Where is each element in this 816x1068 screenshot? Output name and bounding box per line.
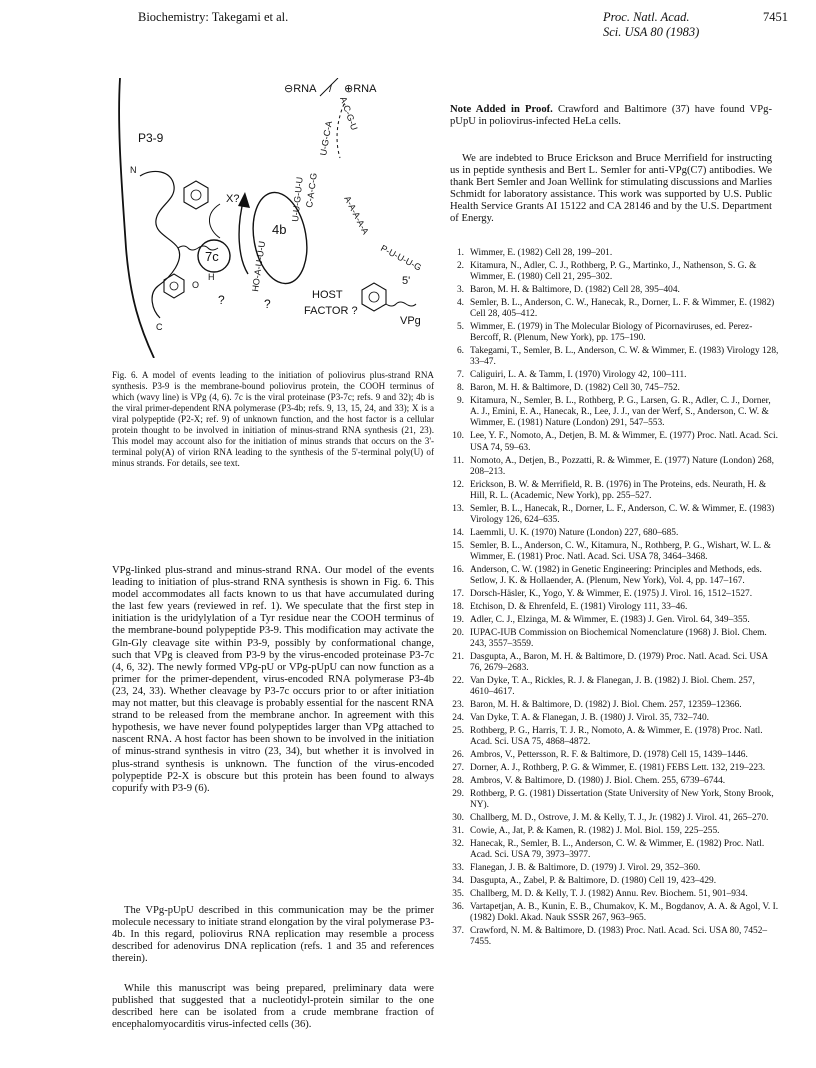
rna-dashed-strand [337,104,344,158]
reference-number: 8. [456,383,464,394]
reference-number: 28. [452,776,464,787]
body-text-3: While this manuscript was being prepared, preliminary data were published that suggested that a nucleotidyl-protein similar to the one described here can be isolated from a crude membrane fraction of encephalomyocarditis virus-infected cells (36). [112,983,434,1031]
reference-number: 25. [452,726,464,737]
reference-text: Challberg, M. D., Ostrove, J. M. & Kelly, T. J., Jr. (1982) J. Virol. 41, 265–270. [470,813,769,824]
reference-text: Adler, C. J., Elzinga, M. & Wimmer, E. (1983) J. Gen. Virol. 64, 349–355. [470,614,750,625]
reference-number: 6. [456,346,464,357]
reference-item [450,889,780,900]
reference-number: 11. [452,455,464,466]
running-header [138,10,788,39]
reference-number: 19. [452,614,464,625]
reference-text: Crawford, N. M. & Baltimore, D. (1983) Proc. Natl. Acad. Sci. USA 80, 7452–7455. [470,926,768,948]
reference-item [450,813,780,824]
reference-number: 24. [452,713,464,724]
reference-number: 18. [452,601,464,612]
reference-number: 35. [452,889,464,900]
body-text-2: The VPg-pUpU described in this communication may be the primer molecule necessary to initiate strand elongation by the viral polymerase P3-4b. In this regard, poliovirus RNA replication may resemble a process described for adenovirus DNA replication (refs. 1 and 35 and references therein). [112,905,434,965]
ring-1-inner [191,190,201,200]
strand-tail-label: P-U-U-U-G [379,242,424,273]
reference-text: Laemmli, U. K. (1970) Nature (London) 227, 680–685. [470,527,679,538]
reference-text: Van Dyke, T. A. & Flanegan, J. B. (1980) J. Virol. 35, 732–740. [470,713,710,724]
journal-citation: Proc. Natl. Acad. Sci. USA 80 (1983) [603,10,700,39]
reference-number: 20. [452,627,464,638]
reference-item [450,602,780,613]
uridylylation-arrow [239,198,248,274]
reference-number: 27. [452,763,464,774]
reference-item [450,346,780,368]
note-text: Crawford and Baltimore (37) have found VPg-pUpU in poliovirus-infected HeLa cells. [450,104,772,128]
reference-text: Baron, M. H. & Baltimore, D. (1982) J. Biol. Chem. 257, 12359–12366. [470,700,742,711]
strand-mid1-label: C-A-C-G [304,172,319,209]
reference-item [450,285,780,296]
reference-text: Flanegan, J. B. & Baltimore, D. (1979) J. Virol. 29, 352–360. [470,863,701,874]
reference-item [450,700,780,711]
strand-top-label: U-G-C-A [318,120,335,157]
factor-label: FACTOR ? [304,305,358,317]
five-prime-label: 5' [402,275,411,287]
ring-2-inner [170,282,178,290]
reference-item [450,504,780,526]
reference-number: 3. [456,285,464,296]
reference-text: Wimmer, E. (1979) in The Molecular Biology of Picornaviruses, ed. Perez-Bercoff, R. (Plenum, New York), pp. 175–190. [470,322,753,344]
acknowledgments [450,153,772,226]
vpg-wavy-right [386,302,416,306]
host-label: HOST [312,289,343,301]
reference-item [450,480,780,502]
model-diagram [112,78,434,358]
reference-number: 17. [452,588,464,599]
poly-u-label: HO-A-U-U-U [250,240,268,293]
reference-item [450,750,780,761]
p3-9-chain [140,171,180,318]
reference-item [450,713,780,724]
reference-item [450,839,780,861]
reference-text: Baron, M. H. & Baltimore, D. (1982) Cell 28, 395–404. [470,285,680,296]
reference-item [450,763,780,774]
reference-text: Semler, B. L., Anderson, C. W., Hanecak, R., Dorner, L. F. & Wimmer, E. (1982) Cell 28, 405–412. [470,298,775,320]
reference-item [450,726,780,748]
body-text-1: VPg-linked plus-strand and minus-strand RNA. Our model of the events leading to initiation of plus-strand RNA synthesis is shown in Fig. 6. This model accommodates all facts known to us that have accumulated during the last few years (reviewed in ref. 1). We speculate that the first step in initiation is the uridylylation of a Tyr residue near the COOH terminus of the membrane-bound polypeptide P3-9. This modification may activate the Gln-Gly cleavage site within P3-9, possibly by conformational change, such that VPg is cleaved from P3-9 by the virus-encoded proteinase P3-7c (4, 6, 32). The newly formed VPg-pU or VPg-pUpU can now function as a primer for the primer-dependent, virus-encoded RNA polymerase P3-4b (23, 24, 33). Whether cleavage by P3-7c occurs prior to or after initiation may not matter, but this cleavage is probably essential for the nascent RNA strand to be released from the membrane anchor. In agreement with this hypothesis, we have never found polypeptides larger than VPg attached to nascent RNA. A host factor has been shown to be involved in the initiation of minus-strand synthesis in vitro (23, 34), but whether it is involved in plus-strand synthesis is unknown. The function of the virus-encoded polypeptide P2-X is obscure but this protein has been found to always copurify with P3-9 (6). [112,565,434,794]
reference-number: 36. [452,902,464,913]
reference-item [450,902,780,924]
reference-item [450,926,780,948]
reference-text: Kitamura, N., Semler, B. L., Rothberg, P. G., Larsen, G. R., Adler, C. J., Dorner, A. J., Emini, E. A., Hanecak, R., Lee, J. J., van der Werf, S., Anderson, C. W. & Wimmer, E. (1981) Nature (London) 291, 547–553. [470,396,771,429]
reference-item [450,776,780,787]
arrow-head [238,192,250,208]
reference-text: Nomoto, A., Detjen, B., Pozzatti, R. & Wimmer, E. (1977) Nature (London) 268, 208–213. [470,455,774,477]
reference-text: Baron, M. H. & Baltimore, D. (1982) Cell 30, 745–752. [470,383,680,394]
reference-text: Kitamura, N., Adler, C. J., Rothberg, P. G., Martinko, J., Nathenson, S. G. & Wimmer, E. (1980) Cell 21, 295–302. [470,260,757,283]
reference-item [450,676,780,698]
n-terminus-label: N [130,165,137,175]
reference-number: 26. [452,750,464,761]
reference-number: 32. [452,839,464,850]
reference-text: Rothberg, P. G., Harris, T. J. R., Nomoto, A. & Wimmer, E. (1978) Proc. Natl. Acad. Sci. USA 75, 4868–4872. [470,726,763,748]
protein-p3-9-label: P3-9 [138,131,164,145]
ack-text: We are indebted to Bruce Erickson and Bruce Merrifield for instructing us in peptide synthesis and Bert L. Semler for anti-VPg(C7) antibodies. We thank Bert Semler and Joan Wellink for stimulating discussions and Marlies Schmidt for laboratory assistance. This work was supported by U.S. Public Health Service Grants AI 15122 and CA 28146 and by the U.S. Department of Energy. [450,153,773,225]
reference-item [450,589,780,600]
reference-item [450,628,780,650]
reference-number: 14. [452,527,464,538]
ring-3-inner [369,292,379,302]
reference-text: Van Dyke, T. A., Rickles, R. J. & Flanegan, J. B. (1982) J. Biol. Chem. 257, 4610–4617. [470,675,755,698]
reference-text: Dasgupta, A., Baron, M. H. & Baltimore, D. (1979) Proc. Natl. Acad. Sci. USA 76, 2679–2683. [470,651,768,673]
reference-text: Wimmer, E. (1982) Cell 28, 199–201. [470,248,613,258]
reference-number: 37. [452,926,464,937]
reference-text: Cowie, A., Jat, P. & Kamen, R. (1982) J. Mol. Biol. 159, 225–255. [470,826,720,837]
reference-text: Dorner, A. J., Rothberg, P. G. & Wimmer, E. (1981) FEBS Lett. 132, 219–223. [470,763,766,774]
reference-item [450,826,780,837]
reference-text: IUPAC-IUB Commission on Biochemical Nomenclature (1968) J. Biol. Chem. 243, 3557–3559. [470,627,767,649]
reference-text: Ambros, V. & Baltimore, D. (1980) J. Biol. Chem. 255, 6739–6744. [470,776,726,787]
reference-text: Semler, B. L., Hanecak, R., Dorner, L. F., Anderson, C. W. & Wimmer, E. (1983) Virology 126, 624–635. [470,503,775,525]
membrane-line [119,78,154,358]
tyrosine-ring-1 [184,181,208,209]
reference-item [450,322,780,344]
journal-section: Biochemistry: Takegami et al. [138,10,289,24]
reference-number: 16. [452,564,464,575]
reference-item [450,876,780,887]
reference-number: 23. [452,700,464,711]
reference-item [450,370,780,381]
reference-text: Dasgupta, A., Zabel, P. & Baltimore, D. (1980) Cell 19, 423–429. [470,876,717,887]
separator-label: / [329,83,333,95]
reference-text: Lee, Y. F., Nomoto, A., Detjen, B. M. & Wimmer, E. (1977) Proc. Natl. Acad. Sci. USA 74, 59–63. [470,431,778,453]
reference-item [450,261,780,283]
minus-rna-label: ⊖RNA [284,83,317,95]
reference-number: 34. [452,876,464,887]
reference-item [450,298,780,320]
reference-item [450,456,780,478]
reference-item [450,528,780,539]
reference-text: Vartapetjan, A. B., Kunin, E. B., Chumakov, K. M., Bogdanov, A. A. & Agol, V. I. (1982) Dokl. Akad. Nauk SSSR 267, 963–965. [470,902,779,924]
reference-item [450,789,780,811]
body-paragraph-3 [112,983,434,1031]
vpg-label: VPg [400,315,421,327]
note-lead: Note Added in Proof. [450,104,553,115]
x-unknown-label: X? [226,193,240,205]
question-mark-2: ? [264,297,271,311]
reference-number: 4. [456,298,464,309]
reference-number: 21. [452,651,464,662]
body-paragraph-1 [112,565,434,795]
reference-number: 31. [452,826,464,837]
reference-number: 13. [452,503,464,514]
question-mark-1: ? [218,293,225,307]
reference-number: 2. [456,260,464,271]
reference-number: 12. [452,479,464,490]
figure-caption: Fig. 6. A model of events leading to the initiation of poliovirus plus-strand RNA synthesis. P3-9 is the membrane-bound poliovirus protein, the COOH terminus of which (wavy line) is VPg (4, 6). 7c is the viral proteinase (P3-7c; refs. 9 and 32); 4b is the viral primer-dependent RNA polymerase (P3-4b; refs. 9, 13, 15, 24, and 33); X is a viral polypeptide (P2-X; ref. 9) of unknown function, and the host factor is a cellular protein thought to be involved in initiation of minus-strand RNA synthesis (21, 23). This model may account also for the initiation of minus strands that occurs on the 3'-terminal poly(A) of virion RNA leading to the synthesis of the 5'-terminal poly(U) of minus strands. For details, see text. [112,370,434,468]
reference-item [450,248,780,259]
reference-text: Challberg, M. D. & Kelly, T. J. (1982) Annu. Rev. Biochem. 51, 901–934. [470,889,748,900]
reference-item [450,652,780,674]
reference-number: 9. [456,396,464,407]
reference-list [450,248,780,950]
reference-number: 22. [452,675,464,686]
minus-letters-label: A-C-G-U [338,95,360,132]
reference-item [450,396,780,429]
x-bracket [209,204,220,238]
reference-number: 5. [456,322,464,333]
reference-number: 1. [456,248,464,258]
reference-number: 30. [452,813,464,824]
page-number: 7451 [763,10,788,24]
reference-text: Erickson, B. W. & Merrifield, R. B. (1976) in The Proteins, eds. Neurath, H. & Hill, R. L. (Academic, New York), pp. 255–527. [470,479,767,501]
hydrogen-label: H [208,272,215,282]
note-added-in-proof [450,104,772,128]
reference-item [450,431,780,453]
body-paragraph-2 [112,905,434,965]
reference-text: Etchison, D. & Ehrenfeld, E. (1981) Virology 111, 33–46. [470,601,688,612]
oxygen-label: O [192,280,200,290]
reference-text: Hanecak, R., Semler, B. L., Anderson, C. W. & Wimmer, E. (1982) Proc. Natl. Acad. Sci. USA 79, 3973–3977. [470,839,765,861]
reference-text: Ambros, V., Pettersson, R. F. & Baltimore, D. (1978) Cell 15, 1439–1446. [470,750,748,761]
reference-number: 29. [452,789,464,800]
reference-number: 33. [452,863,464,874]
reference-text: Dorsch-Häsler, K., Yogo, Y. & Wimmer, E. (1975) J. Virol. 16, 1512–1527. [470,588,753,599]
c-terminus-label: C [156,322,163,332]
reference-text: Caliguiri, L. A. & Tamm, I. (1970) Virology 42, 100–111. [470,370,687,381]
reference-item [450,541,780,563]
polymerase-4b-label: 4b [272,222,287,237]
reference-number: 15. [452,540,464,551]
reference-text: Semler, B. L., Anderson, C. W., Kitamura, N., Rothberg, P. G., Wishart, W. L. & Wimmer, E. (1981) Proc. Natl. Acad. Sci. USA 78, 3464–3468. [470,540,771,562]
reference-text: Takegami, T., Semler, B. L., Anderson, C. W. & Wimmer, E. (1983) Virology 128, 33–47. [470,346,779,368]
tyrosine-ring-3 [362,283,386,311]
reference-number: 7. [456,370,464,381]
reference-item [450,383,780,394]
tyrosine-ring-2 [164,274,184,298]
reference-item [450,863,780,874]
proteinase-7c-label: 7c [205,249,219,264]
reference-item [450,565,780,587]
reference-text: Anderson, C. W. (1982) in Genetic Engineering: Principles and Methods, eds. Setlow, J. K. & Hollaender, A. (Plenum, New York), Vol. 4, pp. 147–167. [470,564,762,586]
reference-item [450,615,780,626]
plus-rna-label: ⊕RNA [344,83,377,95]
reference-text: Rothberg, P. G. (1981) Dissertation (State University of New York, Stony Brook, NY). [470,789,774,811]
poly-a-label: A-A-A-A-A [342,194,371,237]
strand-mid2-label: U-U-G-U-U [290,176,305,223]
figure-6 [112,78,434,358]
reference-number: 10. [452,431,464,442]
